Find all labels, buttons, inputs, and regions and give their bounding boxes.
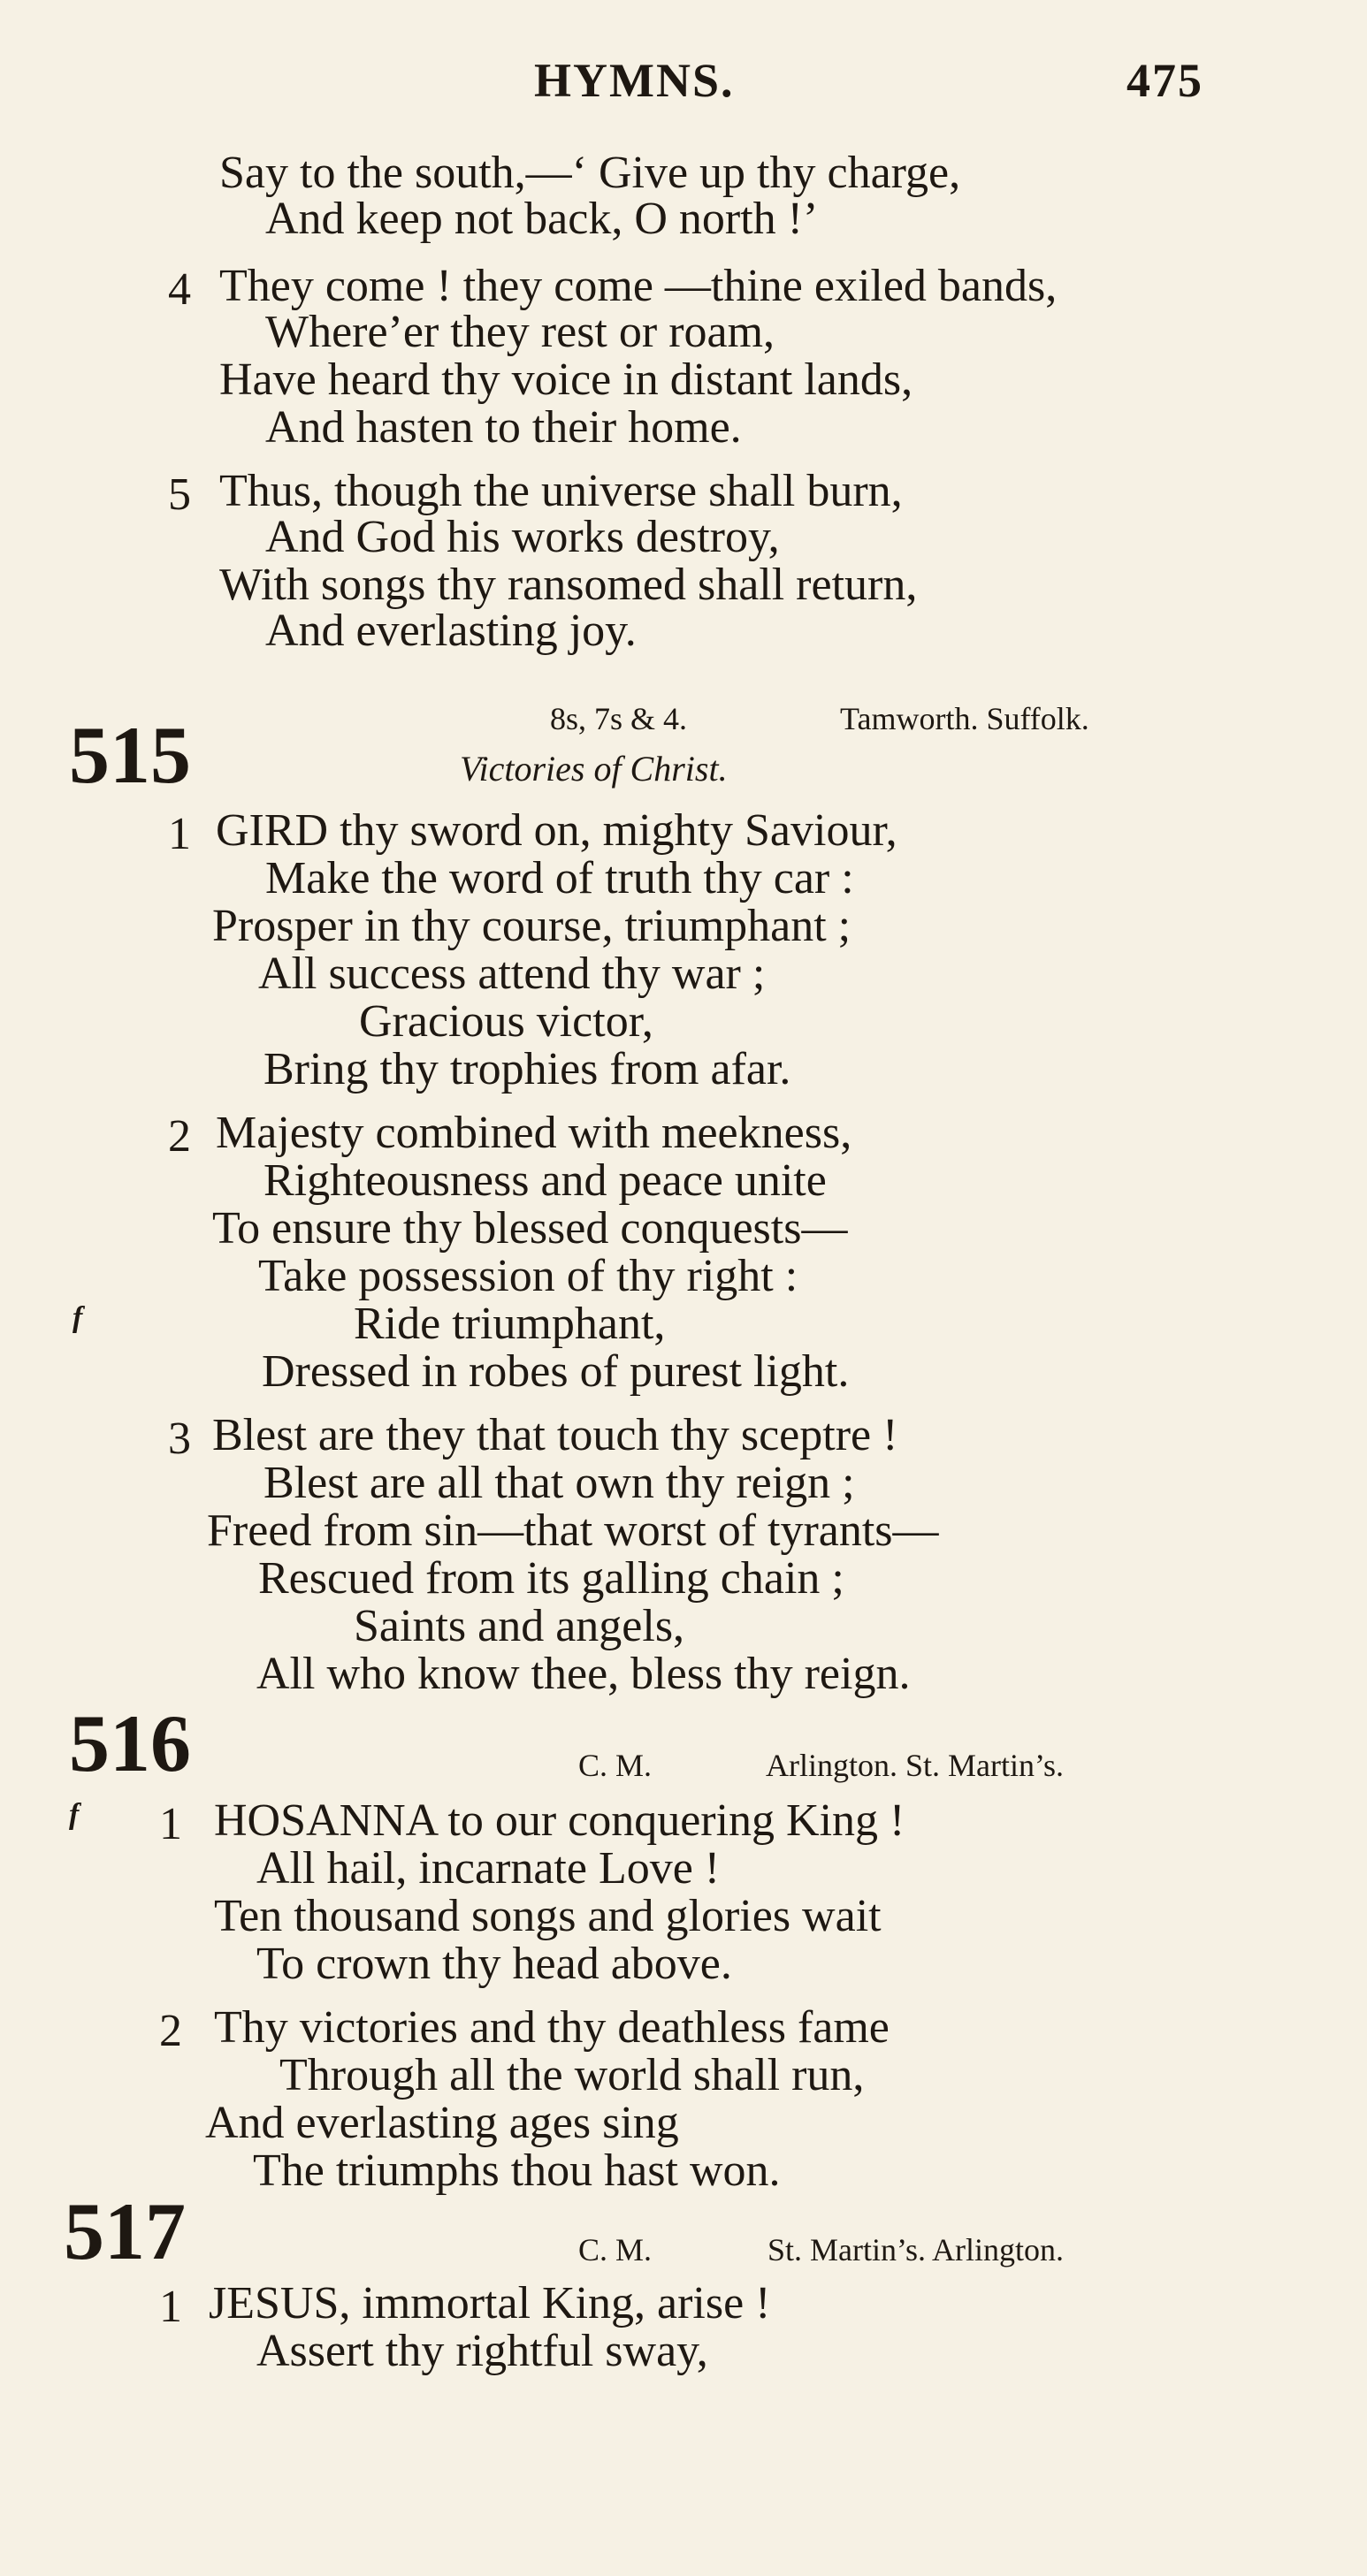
verse-line: And everlasting joy. [265,606,637,656]
verse-line: Through all the world shall run, [279,2050,865,2100]
verse-line: The triumphs thou hast won. [253,2145,781,2196]
hymn-meter: C. M. [578,2232,653,2267]
verse-line: And keep not back, O north !’ [265,194,819,244]
verse-line: Ride triumphant, [354,1299,666,1349]
stanza-number: 5 [168,469,191,520]
verse-line: Dressed in robes of purest light. [262,1346,850,1397]
running-title: HYMNS. [534,54,735,107]
hymn-number: 517 [64,2186,186,2276]
stanza-number: 2 [168,1111,191,1162]
hymn-subtitle: Victories of Christ. [460,749,728,789]
verse-line: Where’er they rest or roam, [265,307,775,357]
verse-line: Bring thy trophies from afar. [263,1044,791,1094]
hymn-meter: C. M. [578,1748,653,1783]
hymn-number: 516 [69,1698,191,1788]
hymn-meter: 8s, 7s & 4. [550,701,688,736]
verse-line: With songs thy ransomed shall return, [219,560,918,610]
stanza-number: 1 [159,2282,182,2332]
verse-line: Righteousness and peace unite [263,1155,827,1206]
hymn-tunes: Tamworth. Suffolk. [840,701,1089,736]
stanza-number: 1 [159,1799,182,1849]
hymn-number: 515 [69,710,191,800]
dynamic-marking: f [73,1301,83,1334]
verse-line: HOSANNA to our conquering King ! [214,1795,905,1846]
hymn-tunes: St. Martin’s. Arlington. [768,2232,1065,2267]
page-number: 475 [1126,54,1203,107]
verse-line: Thus, though the universe shall burn, [219,466,903,516]
stanza-number: 3 [168,1414,191,1464]
verse-line: Blest are all that own thy reign ; [263,1458,855,1508]
verse-line: All who know thee, bless thy reign. [256,1649,911,1699]
verse-line: Take possession of thy right : [258,1251,798,1301]
verse-line: They come ! they come —thine exiled bands, [219,261,1058,311]
verse-line: Gracious victor, [359,996,653,1047]
verse-line: Thy victories and thy deathless fame [214,2002,890,2053]
verse-line: Freed from sin—that worst of tyrants— [207,1505,939,1556]
hymn-tunes: Arlington. St. Martin’s. [766,1748,1065,1783]
verse-line: Prosper in thy course, triumphant ; [212,901,852,951]
verse-line: Assert thy rightful sway, [256,2326,708,2376]
verse-line: All hail, incarnate Love ! [256,1843,721,1894]
stanza-number: 1 [168,809,191,859]
verse-line: Saints and angels, [354,1601,685,1651]
stanza-number: 2 [159,2006,182,2056]
verse-line: All success attend thy war ; [258,949,766,999]
verse-line: Blest are they that touch thy sceptre ! [212,1410,898,1460]
dynamic-marking: f [69,1798,80,1831]
verse-line: Rescued from its galling chain ; [258,1553,844,1604]
verse-line: And hasten to their home. [265,402,742,453]
verse-line: JESUS, immortal King, arise ! [209,2278,771,2328]
verse-line: Ten thousand songs and glories wait [214,1891,882,1941]
verse-line: And everlasting ages sing [205,2098,679,2148]
verse-line: Make the word of truth thy car : [265,853,854,903]
verse-line: Say to the south,—‘ Give up thy charge, [219,148,961,198]
stanza-number: 4 [168,264,191,315]
verse-line: And God his works destroy, [265,512,780,562]
verse-line: Have heard thy voice in distant lands, [219,354,913,405]
verse-line: Majesty combined with meekness, [216,1108,852,1158]
verse-line: GIRD thy sword on, mighty Saviour, [216,805,897,856]
verse-line: To crown thy head above. [256,1939,732,1989]
verse-line: To ensure thy blessed conquests— [212,1203,848,1254]
